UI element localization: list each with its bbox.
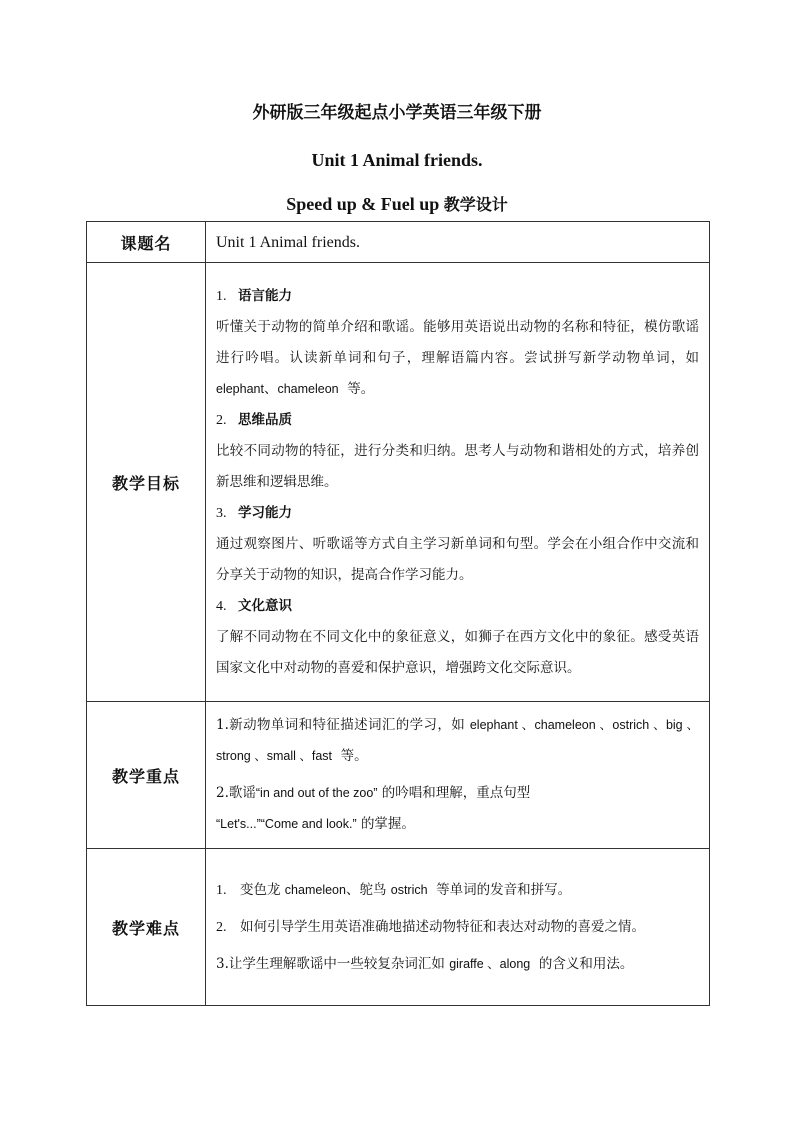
- label-lesson-title: 课题名: [87, 222, 206, 263]
- lesson-plan-table: [86, 221, 710, 1006]
- goal-heading-1: 1. 语言能力: [216, 287, 292, 304]
- content-difficulties: [206, 849, 710, 1006]
- goal-heading-2: 2. 思维品质: [216, 411, 292, 428]
- unit-title: Unit 1 Animal friends.: [311, 150, 483, 170]
- goal-text-2: 比较不同动物的特征，进行分类和归纳。思考人与动物和谐相处的方式，培养创新思维和逻辑思维。: [216, 442, 699, 490]
- key-point-2: 2.歌谣“in and out of the zoo” 的吟唱和理解，重点句型 “Let's...”“Come and look.” 的掌握。: [216, 785, 531, 832]
- document-title: 外研版三年级起点小学英语三年级下册: [252, 103, 542, 123]
- label-key-points: 教学重点: [87, 702, 206, 849]
- row-lesson-title: [87, 222, 710, 263]
- row-teaching-goals: [87, 263, 710, 702]
- difficulty-3: 3.让学生理解歌谣中一些较复杂词汇如 giraffe 、along 的含义和用法。: [216, 955, 634, 972]
- label-teaching-goals: 教学目标: [87, 263, 206, 702]
- design-title: [0, 194, 794, 215]
- goal-heading-4: 4. 文化意识: [216, 597, 292, 614]
- goal-heading-3: 3. 学习能力: [216, 504, 292, 521]
- difficulty-2: 2. 如何引导学生用英语准确地描述动物特征和表达对动物的喜爱之情。: [216, 918, 645, 935]
- row-key-points: [87, 702, 710, 849]
- design-title-cn: 教学设计: [443, 195, 508, 214]
- goal-text-3: 通过观察图片、听歌谣等方式自主学习新单词和句型。学会在小组合作中交流和分享关于动物的知识，提高合作学习能力。: [216, 535, 699, 583]
- design-title-en: Speed up & Fuel up: [286, 194, 440, 214]
- value-lesson-title: Unit 1 Animal friends.: [206, 222, 710, 263]
- key-point-1: 1.新动物单词和特征描述词汇的学习，如 elephant 、chameleon 、ostrich 、big 、strong 、small 、fast 等。: [216, 717, 699, 764]
- document-header: [0, 103, 794, 215]
- content-teaching-goals: [206, 263, 710, 702]
- difficulty-1: 1. 变色龙 chameleon、鸵鸟 ostrich 等单词的发音和拼写。: [216, 881, 572, 898]
- label-difficulties: 教学难点: [87, 849, 206, 1006]
- goal-text-4: 了解不同动物在不同文化中的象征意义，如狮子在西方文化中的象征。感受英语国家文化中对动物的喜爱和保护意识，增强跨文化交际意识。: [216, 628, 699, 676]
- goal-text-1: 听懂关于动物的简单介绍和歌谣。能够用英语说出动物的名称和特征，模仿歌谣进行吟唱。认读新单词和句子，理解语篇内容。尝试拼写新学动物单词，如 elephant、chameleon 等。: [216, 318, 699, 397]
- row-difficulties: [87, 849, 710, 1006]
- content-key-points: [206, 702, 710, 849]
